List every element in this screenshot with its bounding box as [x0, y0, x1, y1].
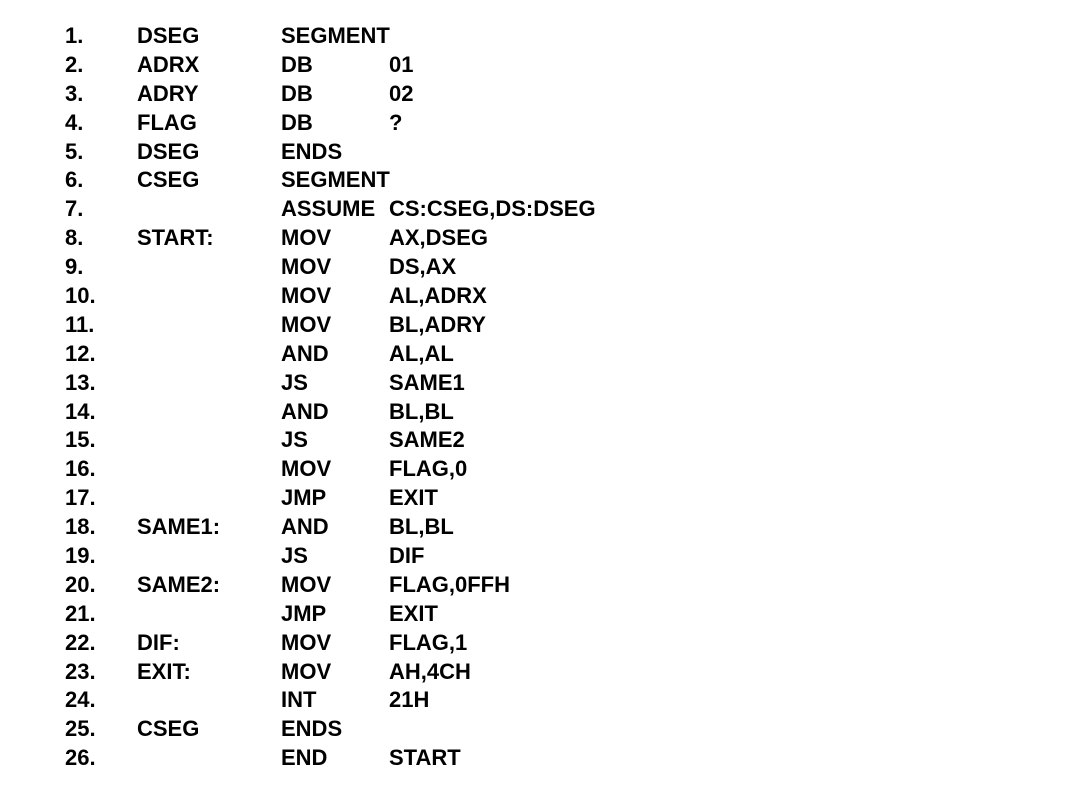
- line-number: 2.: [65, 51, 84, 77]
- code-line: [65, 311, 765, 340]
- line-label: SAME1:: [137, 514, 221, 540]
- line-operand: DIF: [389, 543, 425, 569]
- line-number: 15.: [65, 427, 96, 453]
- line-label: ADRX: [137, 51, 200, 77]
- code-line: [65, 571, 765, 600]
- line-operand: 21H: [389, 687, 430, 713]
- line-label: CSEG: [137, 167, 200, 193]
- line-opcode: MOV: [281, 254, 332, 280]
- line-operand: BL,BL: [389, 514, 454, 540]
- line-opcode: MOV: [281, 629, 332, 655]
- line-number: 7.: [65, 196, 84, 222]
- line-operand: FLAG,1: [389, 629, 468, 655]
- code-line: [65, 426, 765, 455]
- line-operand: CS:CSEG,DS:DSEG: [389, 196, 596, 222]
- line-number: 19.: [65, 543, 96, 569]
- code-line: [65, 253, 765, 282]
- line-opcode: MOV: [281, 571, 332, 597]
- line-operand: FLAG,0: [389, 456, 468, 482]
- code-line: [65, 340, 765, 369]
- line-number: 14.: [65, 398, 96, 424]
- line-opcode: END: [281, 745, 328, 771]
- code-line: [65, 600, 765, 629]
- line-opcode: ENDS: [281, 138, 343, 164]
- line-opcode: MOV: [281, 225, 332, 251]
- line-number: 25.: [65, 716, 96, 742]
- line-operand: AL,ADRX: [389, 283, 487, 309]
- code-line: [65, 542, 765, 571]
- assembly-listing: [65, 22, 765, 773]
- line-opcode: ASSUME: [281, 196, 376, 222]
- code-line: [65, 455, 765, 484]
- code-line: [65, 629, 765, 658]
- line-opcode: ENDS: [281, 716, 343, 742]
- line-operand: AL,AL: [389, 340, 454, 366]
- line-opcode: INT: [281, 687, 317, 713]
- line-label: DSEG: [137, 23, 200, 48]
- code-line: [65, 80, 765, 109]
- line-operand: FLAG,0FFH: [389, 571, 510, 597]
- line-operand: 01: [389, 51, 414, 77]
- line-opcode: MOV: [281, 283, 332, 309]
- code-line: [65, 195, 765, 224]
- code-line: [65, 513, 765, 542]
- line-label: START:: [137, 225, 214, 251]
- code-line: [65, 22, 765, 51]
- line-opcode: SEGMENT: [281, 23, 390, 48]
- line-label: DSEG: [137, 138, 200, 164]
- line-number: 3.: [65, 80, 84, 106]
- code-line: [65, 715, 765, 744]
- line-label: ADRY: [137, 80, 199, 106]
- line-opcode: MOV: [281, 456, 332, 482]
- line-number: 26.: [65, 745, 96, 771]
- code-line: [65, 166, 765, 195]
- line-number: 18.: [65, 514, 96, 540]
- code-line: [65, 224, 765, 253]
- code-line: [65, 369, 765, 398]
- line-number: 9.: [65, 254, 84, 280]
- code-line: [65, 398, 765, 427]
- line-operand: EXIT: [389, 485, 438, 511]
- line-opcode: DB: [281, 51, 313, 77]
- line-number: 16.: [65, 456, 96, 482]
- line-opcode: JMP: [281, 485, 327, 511]
- line-number: 4.: [65, 109, 84, 135]
- line-operand: BL,ADRY: [389, 311, 486, 337]
- code-line: [65, 658, 765, 687]
- line-operand: START: [389, 745, 461, 771]
- line-number: 8.: [65, 225, 84, 251]
- line-opcode: DB: [281, 80, 313, 106]
- line-number: 10.: [65, 283, 96, 309]
- line-label: DIF:: [137, 629, 180, 655]
- line-opcode: MOV: [281, 311, 332, 337]
- code-line: [65, 109, 765, 138]
- line-number: 5.: [65, 138, 84, 164]
- line-opcode: AND: [281, 398, 329, 424]
- code-line: [65, 744, 765, 773]
- line-operand: ?: [389, 109, 403, 135]
- line-operand: SAME2: [389, 427, 465, 453]
- line-opcode: AND: [281, 340, 329, 366]
- code-line: [65, 484, 765, 513]
- code-line: [65, 686, 765, 715]
- line-opcode: JS: [281, 543, 308, 569]
- line-opcode: MOV: [281, 658, 332, 684]
- line-number: 13.: [65, 369, 96, 395]
- line-number: 20.: [65, 571, 96, 597]
- line-operand: EXIT: [389, 600, 438, 626]
- line-number: 23.: [65, 658, 96, 684]
- line-operand: DS,AX: [389, 254, 457, 280]
- line-number: 12.: [65, 340, 96, 366]
- line-operand: AX,DSEG: [389, 225, 489, 251]
- line-opcode: JS: [281, 369, 308, 395]
- line-opcode: DB: [281, 109, 313, 135]
- line-label: FLAG: [137, 109, 197, 135]
- line-opcode: AND: [281, 514, 329, 540]
- line-number: 11.: [65, 311, 95, 337]
- line-operand: SAME1: [389, 369, 465, 395]
- line-number: 24.: [65, 687, 96, 713]
- line-operand: 02: [389, 80, 414, 106]
- line-label: SAME2:: [137, 571, 221, 597]
- line-label: EXIT:: [137, 658, 191, 684]
- code-line: [65, 138, 765, 167]
- code-line: [65, 51, 765, 80]
- code-line: [65, 282, 765, 311]
- line-opcode: SEGMENT: [281, 167, 390, 193]
- line-opcode: JMP: [281, 600, 327, 626]
- line-number: 17.: [65, 485, 96, 511]
- line-number: 22.: [65, 629, 96, 655]
- line-operand: AH,4CH: [389, 658, 471, 684]
- line-number: 21.: [65, 600, 96, 626]
- line-number: 6.: [65, 167, 84, 193]
- line-label: CSEG: [137, 716, 200, 742]
- line-number: 1.: [65, 23, 84, 48]
- line-operand: BL,BL: [389, 398, 454, 424]
- line-opcode: JS: [281, 427, 308, 453]
